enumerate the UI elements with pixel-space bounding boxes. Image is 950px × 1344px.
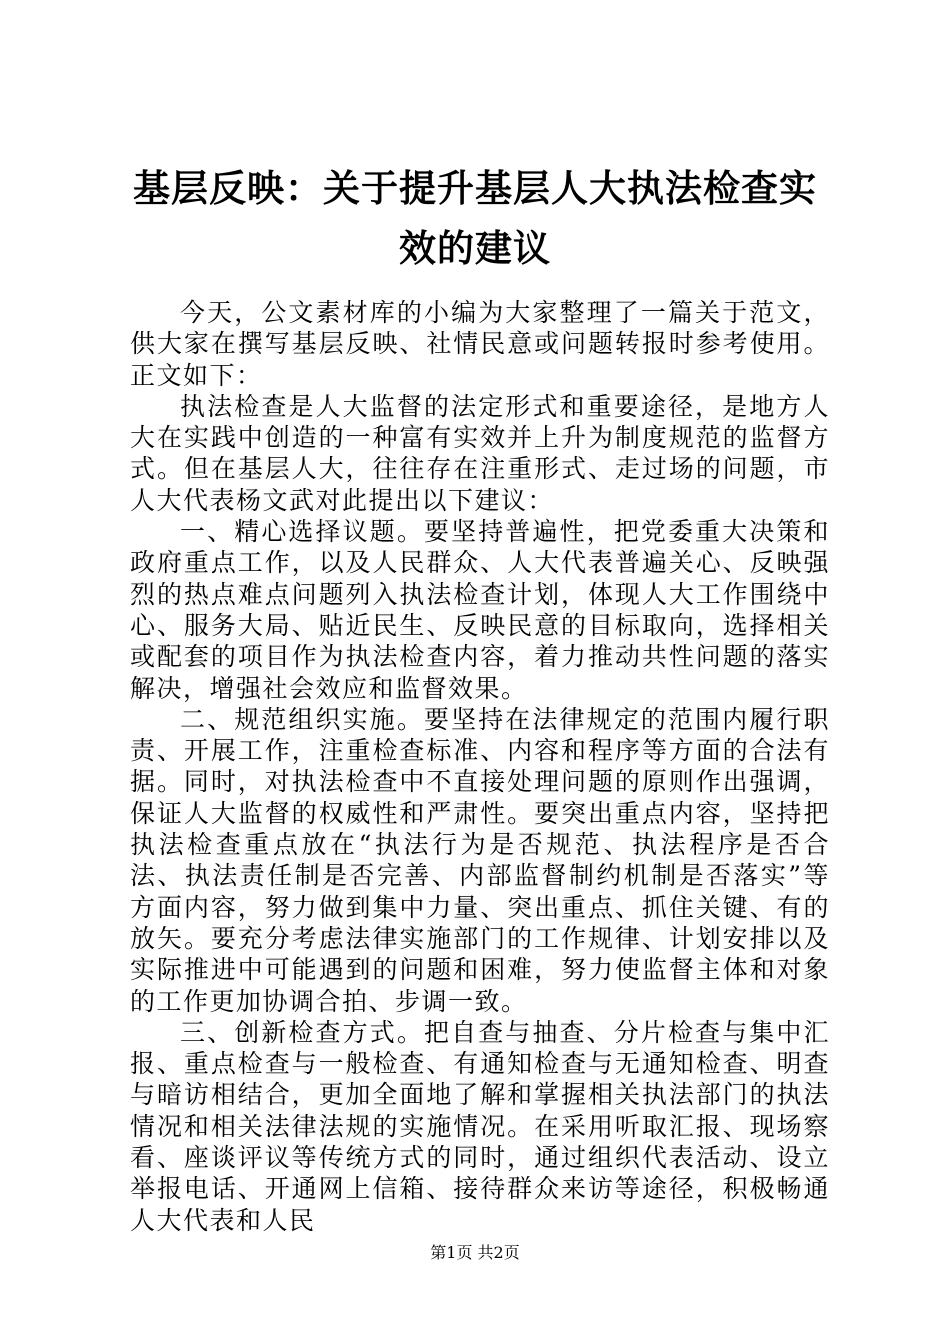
document-body [130, 297, 830, 1236]
paragraph-point-1: 一、精心选择议题。要坚持普遍性，把党委重大决策和政府重点工作，以及人民群众、人大代表普遍关心、反映强烈的热点难点问题列入执法检查计划，体现人大工作围绕中心、服务大局、贴近民生、反映民意的目标取向，选择相关或配套的项目作为执法检查内容，着力推动共性问题的落实解决，增强社会效应和监督效果。 [130, 517, 830, 703]
document-title: 基层反映：关于提升基层人大执法检查实效的建议 [133, 166, 817, 270]
paragraph-background: 执法检查是人大监督的法定形式和重要途径，是地方人大在实践中创造的一种富有实效并上升为制度规范的监督方式。但在基层人大，往往存在注重形式、走过场的问题，市人大代表杨文武对此提出以下建议： [130, 391, 830, 515]
paragraph-intro: 今天，公文素材库的小编为大家整理了一篇关于范文，供大家在撰写基层反映、社情民意或问题转报时参考使用。正文如下： [130, 298, 830, 390]
paragraph-point-3: 三、创新检查方式。把自查与抽查、分片检查与集中汇报、重点检查与一般检查、有通知检查与无通知检查、明查与暗访相结合，更加全面地了解和掌握相关执法部门的执法情况和相关法律法规的实施情况。在采用听取汇报、现场察看、座谈评议等传统方式的同时，通过组织代表活动、设立举报电话、开通网上信箱、接待群众来访等途径，积极畅通人大代表和人民 [130, 1017, 830, 1235]
paragraph-point-2: 二、规范组织实施。要坚持在法律规定的范围内履行职责、开展工作，注重检查标准、内容和程序等方面的合法有据。同时，对执法检查中不直接处理问题的原则作出强调，保证人大监督的权威性和严肃性。要突出重点内容，坚持把执法检查重点放在“执法行为是否规范、执法程序是否合法、执法责任制是否完善、内部监督制约机制是否落实”等方面内容，努力做到集中力量、突出重点、抓住关键、有的放矢。要充分考虑法律实施部门的工作规律、计划安排以及实际推进中可能遇到的问题和困难，努力使监督主体和对象的工作更加协调合拍、步调一致。 [130, 704, 830, 1016]
page-number-footer: 第1页 共2页 [430, 1243, 520, 1262]
